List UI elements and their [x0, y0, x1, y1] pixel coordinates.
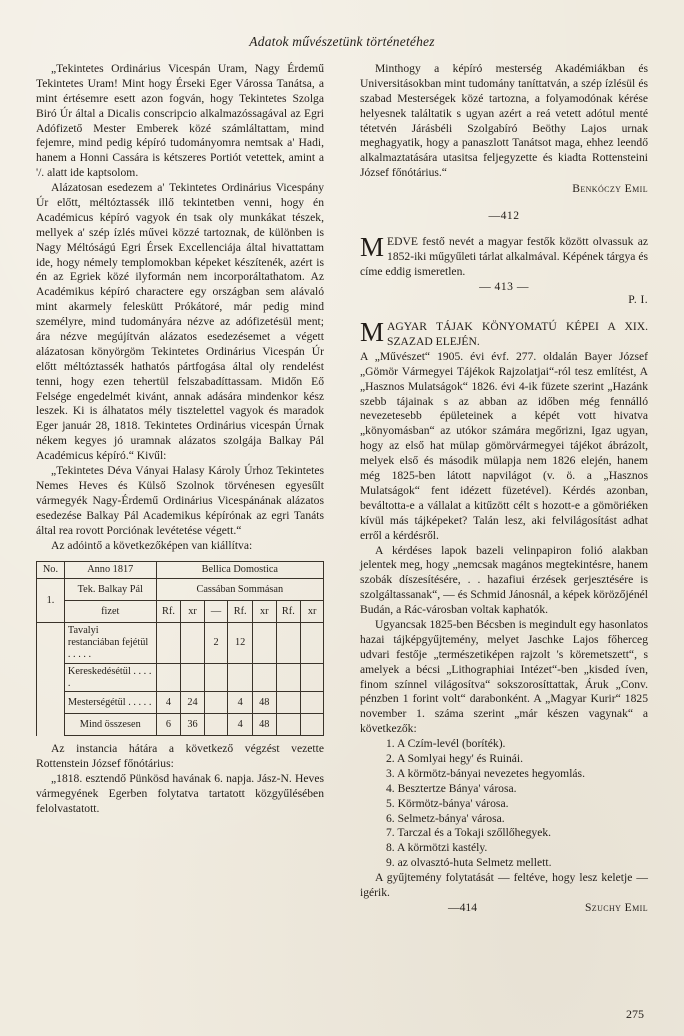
article-number: —412: [488, 208, 520, 222]
paragraph: EDVE festő nevét a magyar festők között olvassuk az 1852-iki műgyűleti tárlat alkalmával. Képének tárgya és címe eddig ismeretlen.: [360, 235, 648, 278]
table-total-label: Mind összesen: [64, 714, 156, 736]
table-cell-row-no: 1.: [37, 579, 65, 623]
table-row-label: Mesterségétül . . . . .: [64, 692, 156, 714]
article-magyar-tajak: [360, 317, 648, 917]
table-row-value: 2: [204, 623, 228, 663]
table-row: [37, 579, 324, 601]
table-total-value: [204, 714, 228, 736]
list-item: 4. Besztertze Bánya' városa.: [386, 781, 517, 795]
table-row-value: 4: [228, 692, 253, 714]
article-signature: Szuchy Emil: [584, 900, 648, 914]
table-total-value: 6: [156, 714, 181, 736]
table-header-anno: Anno 1817: [64, 562, 156, 579]
table-row-value: [276, 663, 301, 692]
table-row-value: [301, 663, 324, 692]
table-row-value: [156, 663, 181, 692]
table-row-value: 24: [181, 692, 205, 714]
table-row: [37, 623, 324, 663]
paragraph: Az adóintő a következőképen van kiállítva:: [51, 538, 253, 552]
table-row-label: Tavalyi restanciában fejétül . . . . .: [64, 623, 156, 663]
table-row-value: [204, 663, 228, 692]
paragraph: „1818. esztendő Pünkösd havának 6. napja. Jász-N. Heves vármegyének Egerben folytatva tartatott közgyűlésében felolvastatott.: [36, 772, 324, 815]
table-unit-xr2: xr: [253, 601, 277, 623]
article-number: —414: [448, 900, 477, 914]
table-cell-name: Tek. Balkay Pál: [64, 579, 156, 601]
table-row-value: [204, 692, 228, 714]
table-total-value: [276, 714, 301, 736]
table-unit-rf2: Rf.: [228, 601, 253, 623]
table-total-value: [301, 714, 324, 736]
paragraph: Alázatosan esedezem a' Tekintetes Ordinárius Vicespány Úr előtt, méltóztassék illő tekintetben venni, hogy én Académicus képíró vagyok én tsak oly munkákat tészek, mellyek a' szép ízlés művei közzé tartoznak, de különben is Nagy Méltóságú Egri Érsek Excellenciája által hivattattam ide, hogy némely templomokban képeket készítenék, azért is én az Egriek közé ilyformán nem incorporáltathatom. Az Académikus képíró charactere egy országban sem alávaló mint akarmely feleskütt Prókátoré, már pedig mind személyre, mind tudományára nézve az adófizetésül ment; ára nézve megújítván alázatos esedezésemet a végett alázatosan könyörgöm Tekintetes Ordinárius Vicespán Úr előtt méltóztassék hathatós pártfogása által oly rendelést tenni, hogy ezen tehertül felszabadíttassam. Midőn Eő Felsége engedelmét kivánt, annak adására mindenkor kész leszek. Ki is álhatatos mély tisztelettel vagyok és maradok Eger január 28, 1818. Tekintetes Ordinárius vicespán Úrnak nékem kegyes jó uramnak alázatos szolgája Balkay Pál Académicus képíró.“ Kivűl:: [36, 181, 324, 463]
two-column-body: [36, 62, 648, 1002]
table-row-label: Kereskedésétül . . . . .: [64, 663, 156, 692]
list-item: 6. Selmetz-bánya' városa.: [386, 811, 505, 825]
table-row-value: 4: [156, 692, 181, 714]
page-number: 275: [626, 1007, 644, 1021]
paragraph: A gyűjtemény folytatását — feltéve, hogy lesz keletje — igérik.: [360, 871, 648, 899]
list-item: 9. az olvasztó-huta Selmetz mellett.: [386, 856, 552, 870]
article-medve: [360, 232, 648, 308]
table-unit-xr1: xr: [181, 601, 205, 623]
list-item: 1. A Czím-levél (boríték).: [386, 737, 506, 751]
paragraph: A „Művészet“ 1905. évi évf. 277. oldalán Bayer József „Gömör Vármegyei Tájékok Rajzolatjai“-ról tesz említést, A „Hasznos Mulatságok“ 1826. évi 4-ik füzete szerint „Hazánk szebb tájainak s az abban az időben még fennálló nevezetesebb épületeinek a képét vott hivatva „könyomásban“ az utókor számára megőrizni, Igaz ugyan, hogy az első hat mülap gömörvármegyei tájékot ábrázolt, melyek első és második mülapja nem 1826 elején, hanem még 1825-ben látott napvilágot (v. ö. a „Hasznos Mulatságok“ fent idézett füzetével). Kérdés azonban, beváltotta-e a vállalat a kitűzött célt s hozott-e a gömöriéken kívül más tájképeket? Talán lesz, aki felvilágosítást adhat erről a kérdésről.: [360, 349, 648, 542]
table-row: [37, 692, 324, 714]
table-row-value: [228, 663, 253, 692]
table-total-value: 36: [181, 714, 205, 736]
table-header-no: No.: [37, 562, 65, 579]
tax-notice-table-wrap: [36, 561, 324, 736]
table-row-value: [276, 623, 301, 663]
right-column: [360, 62, 648, 917]
table-row-value: [181, 623, 205, 663]
list-item: 3. A körmötz-bányai nevezetes hegyomlás.: [386, 766, 585, 780]
paragraph: „Tekintetes Déva Ványai Halasy Károly Úrhoz Tekintetes Nemes Heves és Külső Szolnok törvénesen egyesűlt vármegyék Nagy-Érdemű Ordinárius Vicespánának alázatos esedezése Balkay Pál Academikus képírónak az egri Tanáts által rea rovott Porciónak levétetése végett.“: [36, 464, 324, 537]
table-header-bellica: Bellica Domostica: [156, 562, 323, 579]
paragraph: Az instancia hátára a következő végzést vezette Rottenstein József főnótárius:: [36, 742, 324, 771]
table-row-value: [276, 692, 301, 714]
table-unit-rf3: Rf.: [276, 601, 301, 623]
table-row-value: [301, 692, 324, 714]
table-cell-fizet: fizet: [64, 601, 156, 623]
table-cell-cassaban: Cassában Sommásan: [156, 579, 323, 601]
table-row: [37, 562, 324, 579]
table-row-value: [181, 663, 205, 692]
table-spacer-cell: [37, 623, 65, 663]
table-row: [37, 663, 324, 692]
tax-notice-table: [36, 561, 324, 736]
dropcap-letter: M: [360, 317, 385, 348]
table-unit-xr3: xr: [301, 601, 324, 623]
list-item: 7. Tarczal és a Tokaji szőllőhegyek.: [386, 826, 552, 840]
article-signature: Benkóczy Emil: [572, 182, 648, 196]
table-row: [37, 714, 324, 736]
table-row-value: [253, 663, 277, 692]
table-row-value: [253, 623, 277, 663]
table-row-value: 12: [228, 623, 253, 663]
table-unit-rf1: Rf.: [156, 601, 181, 623]
table-total-value: 4: [228, 714, 253, 736]
article-footer: [360, 901, 648, 917]
table-spacer-cell: [37, 714, 65, 736]
paragraph: Minthogy a képíró mesterség Akadémiákban és Universitásokban mint tudomány taníttatván, a szép ízlésül és szabad Mesterségek közé tartozna, a folyamodónak kérése helyesnek találtatik s ugyan azért a reá vetett adótul menté tétetvén Járásbéli Szolgabíró Beöthy Lajos urnak meghagyatik, hogy a panaszlott Tanátsot maga, ehhez leendő alkalmaztatására utasitsa feljegyzette és kiadta Rottensteini József főnótárius.“: [360, 62, 648, 180]
table-unit-dash: —: [204, 601, 228, 623]
list-item: 2. A Somlyai hegy' és Ruinái.: [386, 751, 524, 765]
table-spacer-cell: [37, 663, 65, 692]
paragraph: Ugyancsak 1825-ben Bécsben is megindult egy hasonlatos hazai tájképgyűjtemény, melyet Jaschke Lajos főherceg udvari festője „természetiképen rajzolt 's köremetszett“, s amelyek a bécsi „Lithographiai Intézet“-ben „kisded íven, finom színnel világosítva“ sokszorosíttattak, Áruk „Conv. pénzben 1 forint volt“ darabonként. A „Magyar Kurir“ 1825 november 1. száma szerint „már készen vagynak“ a következők:: [360, 617, 648, 736]
table-row-value: [301, 623, 324, 663]
table-row-value: 48: [253, 692, 277, 714]
dropcap-letter: M: [360, 232, 385, 263]
table-row: [37, 601, 324, 623]
table-spacer-cell: [37, 692, 65, 714]
paragraph: „Tekintetes Ordinárius Vicespán Uram, Nagy Érdemű Tekintetes Uram! Mint hogy Érseki Eger Várossa Tanátsa, a mint értésemre esett azon fogván, hogy Tekintetes Szolga Biró Úr által a Dicalis conscripcio alkalmazóssagával az Egri Adófizető Mester Emberek közé számláltattam, mind fejemre, mind pedig képíró tudományomra nemtsak a' Hadi, hanem a Honni Cassára is kétszeres Portiót vetettek, amint a '/. alatt ide kaptsolom.: [36, 62, 324, 180]
article-title: AGYAR TÁJAK KÖNYOMATÚ KÉPEI A XIX. SZAZAD ELEJÉN.: [387, 320, 648, 349]
table-row-value: [156, 623, 181, 663]
left-column: [36, 62, 324, 817]
paragraph: A kérdéses lapok bazeli velinpapiron folió alakban jelentek meg, hogy „nemcsak magános megtekintésre, hanem szobák díszesítésére, . . hazafiui érzések gerjesztésére is szolgáltassanak“, — és Schmid Jánosnál, a képek körözőjénél Budán, a Rác-városban voltak kaphatók.: [360, 543, 648, 617]
article-number: — 413 —: [479, 279, 529, 293]
article-signature: P. I.: [628, 293, 648, 307]
lithograph-list: [360, 737, 648, 871]
table-total-value: 48: [253, 714, 277, 736]
list-item: 8. A körmötzi kastély.: [386, 841, 488, 855]
page-header-title: Adatok művészetünk történetéhez: [249, 34, 435, 49]
list-item: 5. Körmötz-bánya' városa.: [386, 796, 509, 810]
